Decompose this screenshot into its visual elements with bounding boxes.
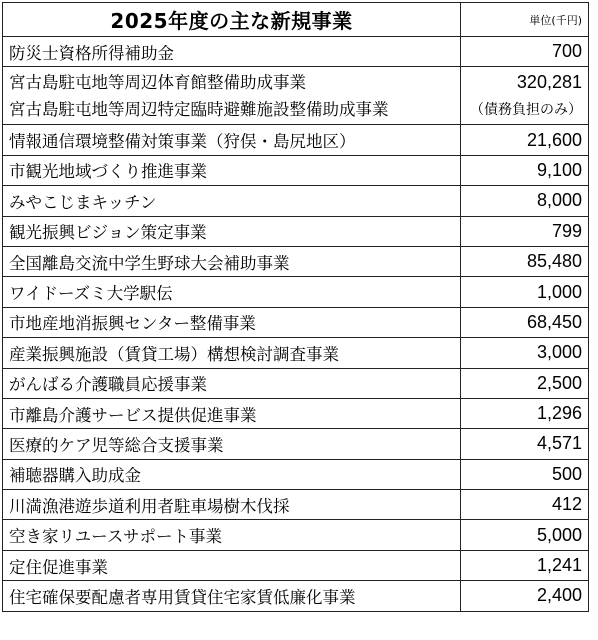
- project-name: みやこじまキッチン: [3, 186, 461, 216]
- project-name: ワイドーズミ大学駅伝: [3, 277, 461, 307]
- project-name: 医療的ケア児等総合支援事業: [3, 429, 461, 459]
- project-amount: 412: [461, 490, 589, 520]
- table-row: [3, 520, 589, 550]
- project-amount: 1,241: [461, 550, 589, 580]
- project-name-line-1: 宮古島駐屯地等周辺体育館整備助成事業: [9, 72, 306, 92]
- project-name: 川満漁港遊歩道利用者駐車場樹木伐採: [3, 490, 461, 520]
- project-name-combined: [3, 67, 461, 125]
- project-amount: 3,000: [461, 338, 589, 368]
- table-row: [3, 459, 589, 489]
- project-name-line-2: 宮古島駐屯地等周辺特定臨時避難施設整備助成事業: [9, 99, 389, 119]
- table-row: [3, 338, 589, 368]
- project-name: 市観光地域づくり推進事業: [3, 155, 461, 185]
- table-row: [3, 368, 589, 398]
- table-row: [3, 550, 589, 580]
- table-row: [3, 307, 589, 337]
- table-row: [3, 246, 589, 276]
- project-amount: 9,100: [461, 155, 589, 185]
- project-name: 住宅確保要配慮者専用賃貸住宅家賃低廉化事業: [3, 581, 461, 611]
- project-name: 防災士資格所得補助金: [3, 37, 461, 67]
- project-name: 補聴器購入助成金: [3, 459, 461, 489]
- project-amount: 5,000: [461, 520, 589, 550]
- project-amount: 68,450: [461, 307, 589, 337]
- project-amount: 500: [461, 459, 589, 489]
- project-amount: 2,400: [461, 581, 589, 611]
- table-row: [3, 37, 589, 67]
- table-row: [3, 155, 589, 185]
- project-amount: 799: [461, 216, 589, 246]
- project-name: 空き家リユースサポート事業: [3, 520, 461, 550]
- project-name: 定住促進事業: [3, 550, 461, 580]
- table-row: [3, 429, 589, 459]
- table-row-combined: [3, 67, 589, 125]
- project-amount: 320,281: [516, 71, 582, 92]
- project-amount: 4,571: [461, 429, 589, 459]
- unit-label: 単位(千円): [461, 3, 589, 37]
- project-amount-combined: [461, 67, 589, 125]
- table-row: [3, 186, 589, 216]
- project-name: がんばる介護職員応援事業: [3, 368, 461, 398]
- new-projects-table: [2, 2, 589, 612]
- table-row: [3, 125, 589, 155]
- project-amount: 1,000: [461, 277, 589, 307]
- project-name: 産業振興施設（賃貸工場）構想検討調査事業: [3, 338, 461, 368]
- project-name: 市地産地消振興センター整備事業: [3, 307, 461, 337]
- project-amount: 8,000: [461, 186, 589, 216]
- table-row: [3, 277, 589, 307]
- project-amount: 85,480: [461, 246, 589, 276]
- table-row: [3, 216, 589, 246]
- table-row: [3, 581, 589, 611]
- debt-burden-note: （債務負担のみ）: [470, 100, 582, 117]
- table-title: 2025年度の主な新規事業: [3, 3, 461, 37]
- project-amount: 21,600: [461, 125, 589, 155]
- project-name: 全国離島交流中学生野球大会補助事業: [3, 246, 461, 276]
- table-header-row: [3, 3, 589, 37]
- project-amount: 2,500: [461, 368, 589, 398]
- project-name: 市離島介護サービス提供促進事業: [3, 398, 461, 428]
- project-amount: 1,296: [461, 398, 589, 428]
- project-name: 観光振興ビジョン策定事業: [3, 216, 461, 246]
- table-row: [3, 490, 589, 520]
- project-name: 情報通信環境整備対策事業（狩俣・島尻地区）: [3, 125, 461, 155]
- project-amount: 700: [461, 37, 589, 67]
- table-row: [3, 398, 589, 428]
